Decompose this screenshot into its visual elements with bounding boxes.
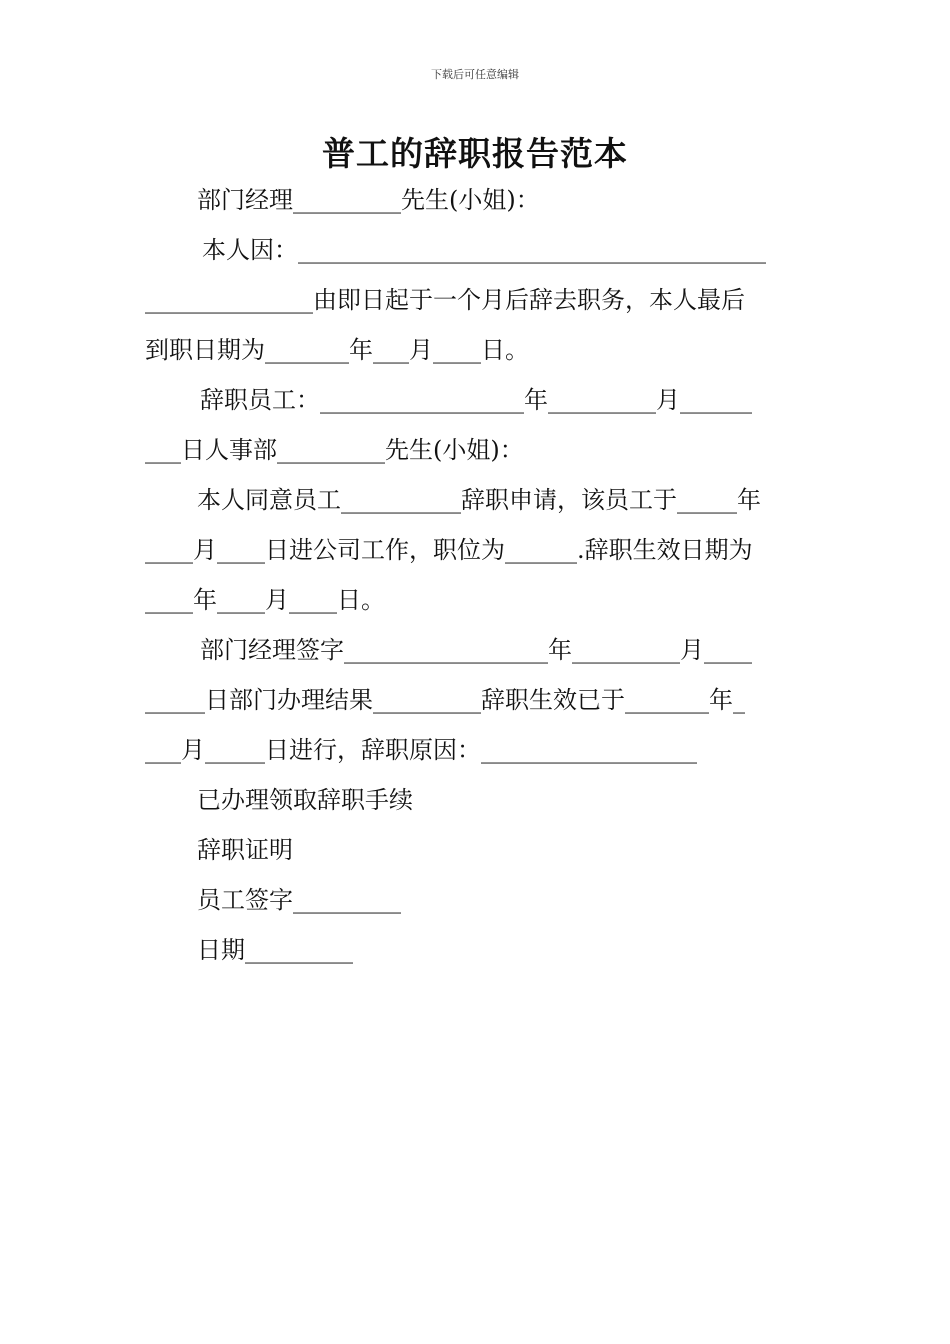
reason-line: 本人因：_______________________________________ [202, 236, 766, 264]
department-result-line: _____日部门办理结果_________辞职生效已于_______年_ [145, 686, 745, 714]
header-note: 下载后可任意编辑 [431, 68, 519, 81]
manager-signature-line: 部门经理签字_________________年_________月____ [200, 636, 752, 664]
document-title: 普工的辞职报告范本 [322, 134, 628, 173]
effective-date-line: ____年____月____日。 [145, 586, 385, 614]
procedures-completed-line: 已办理领取辞职手续 [197, 786, 413, 814]
date-line: 日期_________ [197, 936, 353, 964]
resignation-statement-line: ______________由即日起于一个月后辞去职务，本人最后 [145, 286, 745, 314]
hr-salutation-line: ___日人事部_________先生(小姐)： [145, 436, 524, 464]
manager-salutation-line: 部门经理_________先生(小姐)： [197, 186, 540, 214]
employee-sign-line: 员工签字_________ [197, 886, 401, 914]
start-date-position-line: ____月____日进公司工作，职位为______.辞职生效日期为 [145, 536, 753, 564]
resignation-reason-line: ___月_____日进行，辞职原因：__________________ [145, 736, 697, 764]
last-day-line: 到职日期为_______年___月____日。 [145, 336, 529, 364]
employee-signature-line: 辞职员工：_________________年_________月______ [200, 386, 752, 414]
resignation-certificate-line: 辞职证明 [197, 836, 293, 864]
approval-line: 本人同意员工__________辞职申请，该员工于_____年 [197, 486, 761, 514]
